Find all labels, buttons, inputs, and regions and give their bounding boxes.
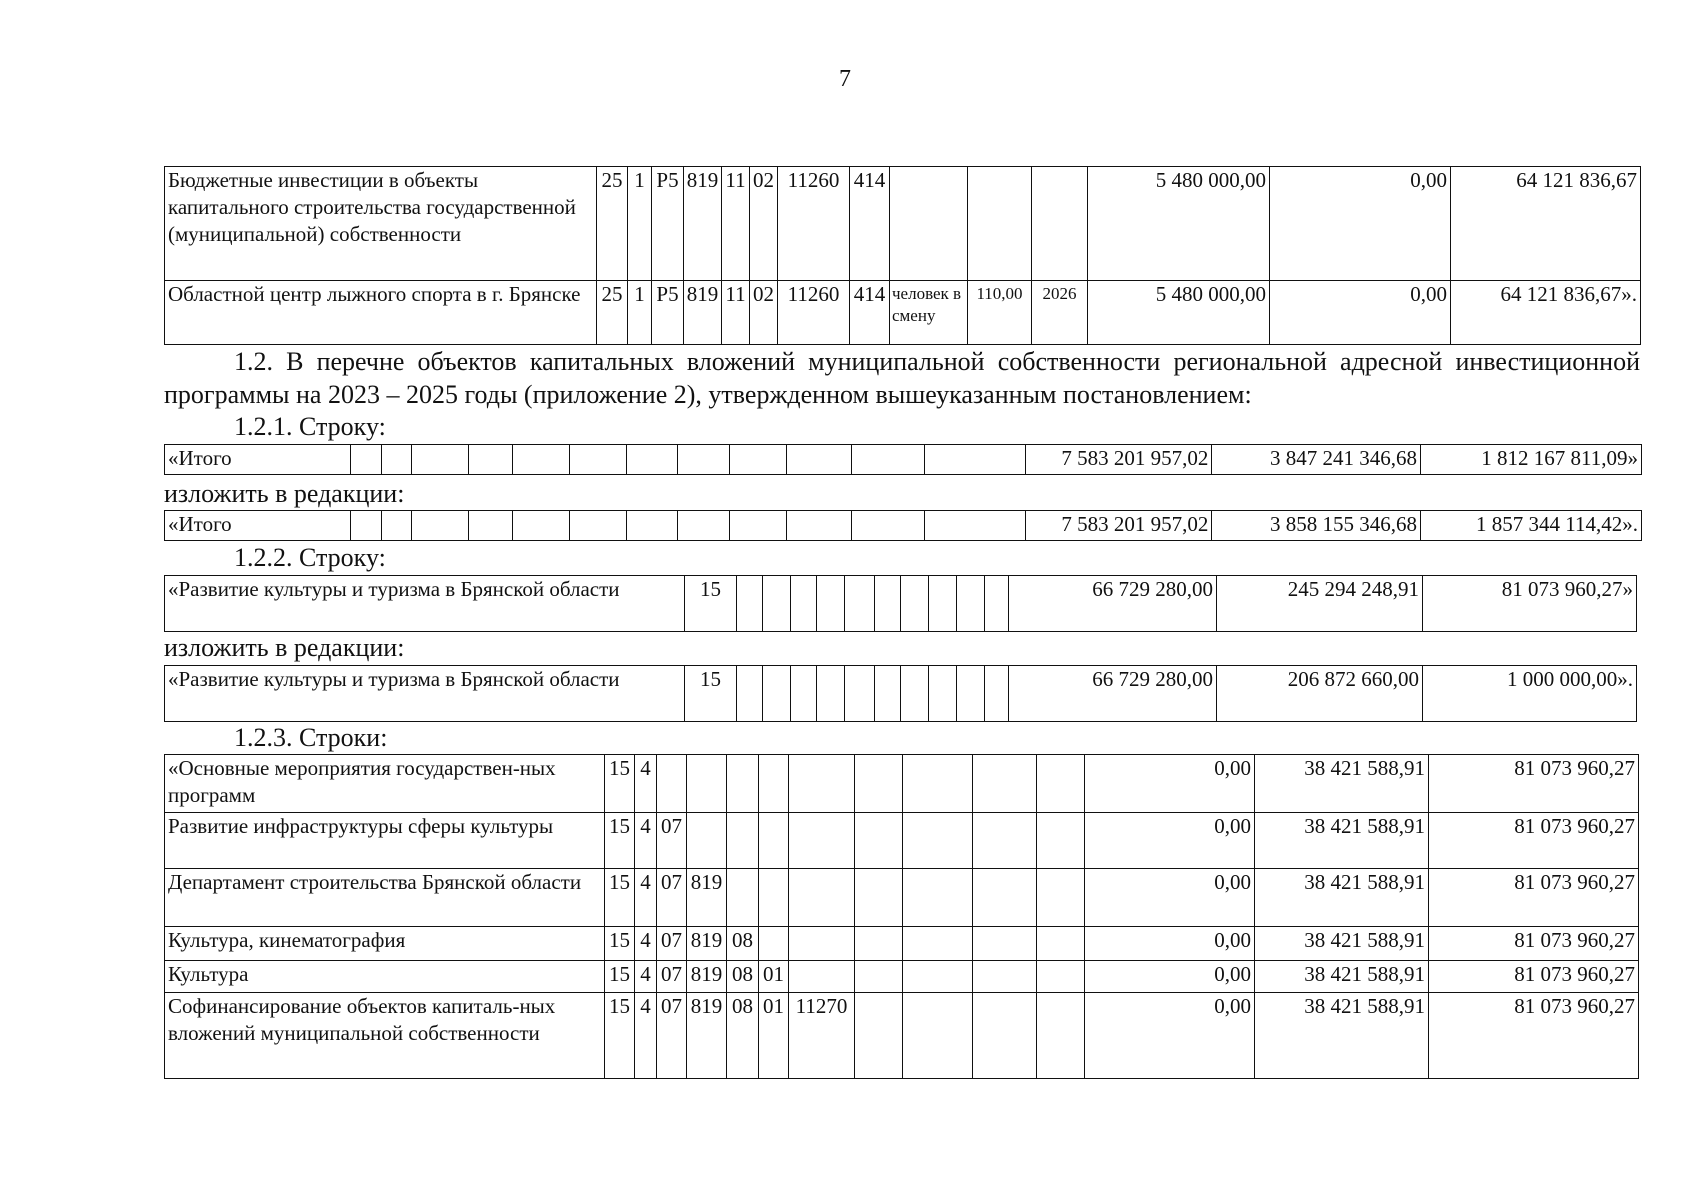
code-cell bbox=[759, 755, 789, 813]
table-objects-continued bbox=[164, 166, 1641, 345]
value-cell: 5 480 000,00 bbox=[1088, 167, 1270, 281]
code-cell: 15 bbox=[605, 993, 635, 1079]
code-cell: 819 bbox=[684, 167, 722, 281]
code-cell bbox=[657, 755, 687, 813]
replace-label-1: изложить в редакции: bbox=[164, 479, 405, 508]
value-cell: 1 857 344 114,42». bbox=[1421, 511, 1642, 541]
code-cell: 1 bbox=[628, 167, 652, 281]
value-cell: 38 421 588,91 bbox=[1255, 927, 1429, 961]
code-cell: 07 bbox=[657, 927, 687, 961]
code-cell bbox=[759, 869, 789, 927]
code-cell bbox=[727, 755, 759, 813]
code-cell: 4 bbox=[635, 869, 657, 927]
table-row bbox=[165, 961, 1639, 993]
value-cell: 245 294 248,91 bbox=[1217, 576, 1423, 632]
code-cell: 15 bbox=[605, 961, 635, 993]
value-cell: 3 847 241 346,68 bbox=[1212, 445, 1421, 475]
code-cell: 08 bbox=[727, 927, 759, 961]
table-row bbox=[165, 167, 1641, 281]
code-cell: 07 bbox=[657, 813, 687, 869]
code-cell: 02 bbox=[750, 167, 778, 281]
code-cell: 15 bbox=[685, 666, 737, 722]
code-cell bbox=[727, 813, 759, 869]
value-cell: 81 073 960,27 bbox=[1429, 755, 1639, 813]
value-cell: 206 872 660,00 bbox=[1217, 666, 1423, 722]
year-cell bbox=[1032, 167, 1088, 281]
code-cell: 01 bbox=[759, 993, 789, 1079]
value-cell: 7 583 201 957,02 bbox=[1025, 511, 1211, 541]
code-cell: 07 bbox=[657, 869, 687, 927]
code-cell bbox=[789, 813, 855, 869]
heading-1-2-1: 1.2.1. Строку: bbox=[234, 412, 386, 441]
value-cell: 81 073 960,27 bbox=[1429, 961, 1639, 993]
value-cell: 7 583 201 957,02 bbox=[1025, 445, 1211, 475]
table-row bbox=[165, 445, 1642, 475]
code-cell: 4 bbox=[635, 961, 657, 993]
value-cell: 38 421 588,91 bbox=[1255, 869, 1429, 927]
value-cell: 66 729 280,00 bbox=[1009, 576, 1217, 632]
unit-cell bbox=[890, 167, 968, 281]
capacity-cell: 110,00 bbox=[968, 281, 1032, 345]
row-name: «Развитие культуры и туризма в Брянской области bbox=[165, 666, 685, 722]
code-cell: 819 bbox=[687, 993, 727, 1079]
year-cell: 2026 bbox=[1032, 281, 1088, 345]
value-cell: 81 073 960,27 bbox=[1429, 927, 1639, 961]
code-cell bbox=[687, 813, 727, 869]
code-cell: 08 bbox=[727, 993, 759, 1079]
code-cell: 07 bbox=[657, 993, 687, 1079]
row-name: «Основные мероприятия государствен-ных программ bbox=[165, 755, 605, 813]
code-cell: 11260 bbox=[778, 167, 850, 281]
table-row bbox=[165, 511, 1642, 541]
table-row bbox=[165, 993, 1639, 1079]
table-culture-new bbox=[164, 665, 1637, 722]
value-cell: 1 000 000,00». bbox=[1423, 666, 1637, 722]
code-cell: 15 bbox=[605, 813, 635, 869]
code-cell: 15 bbox=[685, 576, 737, 632]
value-cell: 64 121 836,67». bbox=[1451, 281, 1641, 345]
code-cell: 15 bbox=[605, 869, 635, 927]
table-row bbox=[165, 813, 1639, 869]
value-cell: 0,00 bbox=[1085, 813, 1255, 869]
code-cell: 1 bbox=[628, 281, 652, 345]
page-number: 7 bbox=[839, 66, 851, 92]
row-name: Развитие инфраструктуры сферы культуры bbox=[165, 813, 605, 869]
code-cell: 4 bbox=[635, 813, 657, 869]
code-cell: 11270 bbox=[789, 993, 855, 1079]
code-cell: 4 bbox=[635, 993, 657, 1079]
value-cell: 38 421 588,91 bbox=[1255, 755, 1429, 813]
value-cell: 0,00 bbox=[1085, 993, 1255, 1079]
row-name: «Развитие культуры и туризма в Брянской области bbox=[165, 576, 685, 632]
value-cell: 38 421 588,91 bbox=[1255, 961, 1429, 993]
row-name: Культура bbox=[165, 961, 605, 993]
code-cell: 25 bbox=[597, 167, 628, 281]
value-cell: 38 421 588,91 bbox=[1255, 813, 1429, 869]
row-name: «Итого bbox=[165, 511, 351, 541]
code-cell: 02 bbox=[750, 281, 778, 345]
code-cell: 07 bbox=[657, 961, 687, 993]
value-cell: 3 858 155 346,68 bbox=[1212, 511, 1421, 541]
value-cell: 81 073 960,27» bbox=[1423, 576, 1637, 632]
value-cell: 1 812 167 811,09» bbox=[1421, 445, 1642, 475]
code-cell: 4 bbox=[635, 927, 657, 961]
table-row bbox=[165, 927, 1639, 961]
code-cell bbox=[789, 927, 855, 961]
code-cell: 08 bbox=[727, 961, 759, 993]
unit-cell: человек в смену bbox=[890, 281, 968, 345]
value-cell: 0,00 bbox=[1270, 281, 1451, 345]
row-name: Департамент строительства Брянской области bbox=[165, 869, 605, 927]
code-cell bbox=[727, 869, 759, 927]
table-row bbox=[165, 576, 1637, 632]
code-cell: 25 bbox=[597, 281, 628, 345]
value-cell: 0,00 bbox=[1085, 961, 1255, 993]
row-name: «Итого bbox=[165, 445, 351, 475]
code-cell: P5 bbox=[652, 167, 684, 281]
code-cell bbox=[687, 755, 727, 813]
value-cell: 0,00 bbox=[1085, 927, 1255, 961]
paragraph-1-2: 1.2. В перечне объектов капитальных вложений муниципальной собственности региональной адресной инвестиционной программы на 2023 – 2025 годы (приложение 2), утвержденном вышеуказанным постановлением: bbox=[164, 347, 1640, 409]
value-cell: 38 421 588,91 bbox=[1255, 993, 1429, 1079]
code-cell: 15 bbox=[605, 755, 635, 813]
value-cell: 81 073 960,27 bbox=[1429, 813, 1639, 869]
capacity-cell bbox=[968, 167, 1032, 281]
table-culture-old bbox=[164, 575, 1637, 632]
code-cell bbox=[759, 813, 789, 869]
table-row bbox=[165, 666, 1637, 722]
table-row bbox=[165, 755, 1639, 813]
table-total-old bbox=[164, 444, 1642, 475]
code-cell bbox=[759, 927, 789, 961]
value-cell: 64 121 836,67 bbox=[1451, 167, 1641, 281]
code-cell bbox=[789, 755, 855, 813]
code-cell: 819 bbox=[687, 927, 727, 961]
heading-1-2-2: 1.2.2. Строку: bbox=[234, 543, 386, 572]
value-cell: 81 073 960,27 bbox=[1429, 869, 1639, 927]
code-cell: 4 bbox=[635, 755, 657, 813]
row-name: Культура, кинематография bbox=[165, 927, 605, 961]
code-cell: 414 bbox=[850, 281, 890, 345]
heading-1-2-3: 1.2.3. Строки: bbox=[234, 723, 388, 752]
value-cell: 5 480 000,00 bbox=[1088, 281, 1270, 345]
code-cell: 11 bbox=[722, 167, 750, 281]
code-cell bbox=[789, 961, 855, 993]
code-cell: 819 bbox=[684, 281, 722, 345]
value-cell: 81 073 960,27 bbox=[1429, 993, 1639, 1079]
row-name: Областной центр лыжного спорта в г. Брянске bbox=[165, 281, 597, 345]
value-cell: 0,00 bbox=[1085, 755, 1255, 813]
row-name: Софинансирование объектов капиталь-ных вложений муниципальной собственности bbox=[165, 993, 605, 1079]
code-cell: 819 bbox=[687, 869, 727, 927]
value-cell: 0,00 bbox=[1085, 869, 1255, 927]
code-cell: 11 bbox=[722, 281, 750, 345]
table-culture-rows bbox=[164, 754, 1639, 1079]
table-row bbox=[165, 869, 1639, 927]
code-cell: 414 bbox=[850, 167, 890, 281]
code-cell: 11260 bbox=[778, 281, 850, 345]
value-cell: 0,00 bbox=[1270, 167, 1451, 281]
row-name: Бюджетные инвестиции в объекты капитального строительства государственной (муниципальной) собственности bbox=[165, 167, 597, 281]
code-cell: P5 bbox=[652, 281, 684, 345]
code-cell: 15 bbox=[605, 927, 635, 961]
code-cell: 819 bbox=[687, 961, 727, 993]
code-cell bbox=[789, 869, 855, 927]
code-cell: 01 bbox=[759, 961, 789, 993]
table-row bbox=[165, 281, 1641, 345]
replace-label-2: изложить в редакции: bbox=[164, 633, 405, 662]
value-cell: 66 729 280,00 bbox=[1009, 666, 1217, 722]
table-total-new bbox=[164, 510, 1642, 541]
